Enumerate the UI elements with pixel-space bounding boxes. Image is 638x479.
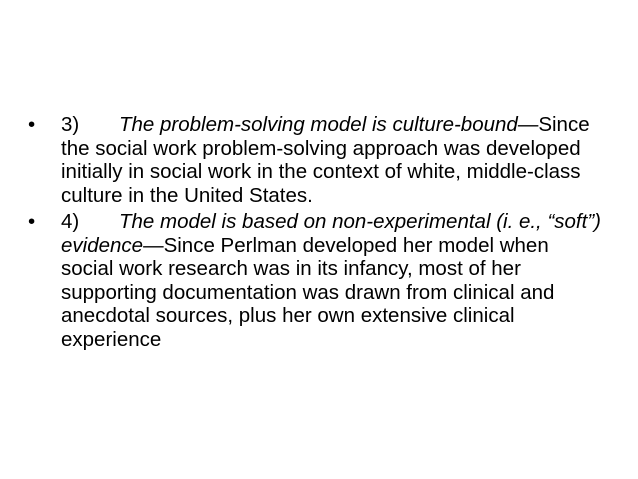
bullet-heading: The problem-solving model is culture-bound	[119, 113, 518, 136]
bullet-item-4	[28, 210, 603, 351]
bullet-body: —Since the social work problem-solving approach was developed initially in social work in the context of white, middle-class culture in the United States.	[61, 113, 590, 207]
bullet-number: 3)	[61, 113, 80, 136]
bullet-item-3	[28, 113, 603, 207]
bullet-heading: The model is based on non-experimental (i. e., “soft”) evidence	[61, 210, 601, 257]
bullet-body: —Since Perlman developed her model when social work research was in its infancy, most of her supporting documentation was drawn from clinical and anecdotal sources, plus her own extensive clinical experience	[61, 233, 555, 351]
bullet-list	[28, 113, 603, 354]
bullet-marker: •	[28, 113, 36, 136]
bullet-number: 4)	[61, 210, 80, 233]
bullet-marker: •	[28, 210, 36, 233]
